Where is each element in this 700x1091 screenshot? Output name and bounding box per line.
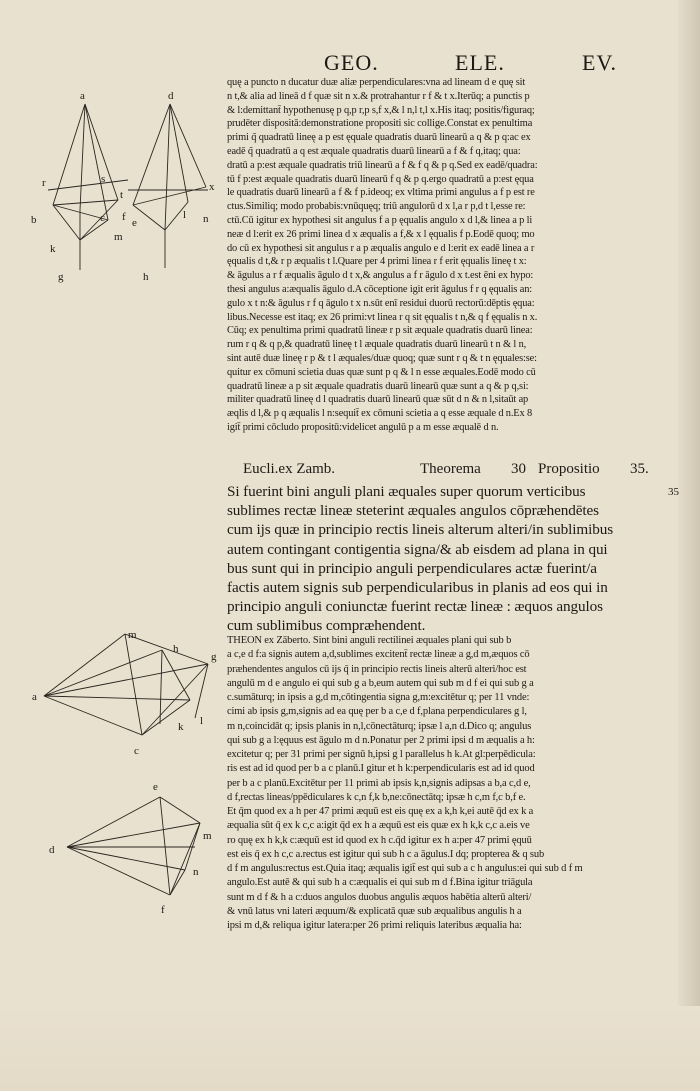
text-line: Cūq; ex penultima primi quadratū lineæ r p sit æquale quadratis duarū linea: — [227, 325, 533, 337]
fig1-label-m: m — [114, 231, 123, 243]
fig3-label-n: n — [193, 866, 199, 878]
text-line: d f m angulus:rectus est.Quia itaq; æqualis igit̄ est qui sub a c h angulus:ei qui sub d f m — [227, 863, 583, 874]
enunciation-line: principio anguli coniunctæ fuerint rectæ lineæ : æquos angulos — [227, 598, 603, 616]
fig2-label-c: c — [134, 745, 139, 757]
text-line: ęqualis d t,& r p æqualis t l.Quare per 4 primi linea r f erit ęqualis lineę t x: — [227, 256, 527, 268]
heading-source: Eucli.ex Zamb. — [243, 461, 336, 477]
text-line: THEON ex Zāberto. Sint bini anguli rectilinei æquales plani qui sub b — [227, 635, 512, 646]
fig1-label-d: d — [168, 90, 174, 102]
text-line: igit̄ primi cōcludo propositū:videlicet angulū p a m esse æqualē d n. — [227, 421, 499, 433]
text-line: d f,rectas lineas/ppēdiculares k c,n f,k b,ne:cōnectātq; ipsæ h c,m f,c b,f e. — [227, 791, 526, 803]
enunciation-line: Si fuerint bini anguli plani æquales super quorum verticibus — [227, 483, 586, 500]
text-line: eadē q̃ quadratū a q est æquale quadratis duarū linearū a f & f q,itaq; qua: — [227, 145, 521, 157]
text-line: quadratū lineæ a p sit æquale quadratis duarū linearū quæ sunt a q & p q,si: — [227, 380, 529, 392]
fig2-label-g: g — [211, 651, 217, 663]
text-line: ro quę ex h k,k c:æquū est id quod ex h c.q̄d igitur ex h a:per 47 primi ęquū — [227, 834, 532, 846]
heading-theorem-number: 30 — [511, 461, 526, 477]
enunciation-line: cum ijs quæ in principio rectis lineis alterum alteri/in sublimibus — [227, 521, 614, 539]
fig1-label-r: r — [42, 177, 46, 189]
text-line: prudēter dispositā:demonstratione propositi sic collige.Constat ex penultima — [227, 118, 533, 130]
text-line: cimi ab ipsis g,m,signis ad ea quę per b a c,e d f,plana perpendiculares g l, — [227, 706, 527, 718]
text-line: ris est ad id quod per b a c planū.I gitur et h k:perpendicularis est ad id quod — [227, 763, 535, 775]
fig1-label-t: t — [120, 189, 124, 201]
text-line: excitetur q; per 31 primi per signū h,ipsi g l parallelus h k.At gl:perpēdicula: — [227, 749, 536, 760]
text-line: & l:demittant̄ hypothenusę p q,p r,p s,f x,& l n,l t,l x.His itaq; positis/figuraq; — [227, 104, 535, 116]
running-head-right: EV. — [582, 50, 617, 75]
text-line: ctū.Cū igitur ex hypothesi sit angulus f a p ęqualis angulo x d l,& linea a p li — [227, 214, 533, 226]
heading-proposition: Propositio — [538, 461, 600, 477]
text-line: ctus.Similiq; modo probabis:vnūquęq; triū angulorū d x l,a r p,d t l,esse re: — [227, 201, 526, 213]
fig1-label-c: c — [100, 212, 105, 224]
text-line: thesi angulus a:æqualis āgulo d.A cōceptione igit erit āgulus f r q ęqualis an: — [227, 283, 532, 295]
proof-block-1 — [227, 76, 663, 435]
enunciation-line: factis autem signis sub perpendicularibus in planis ad eos qui in — [227, 578, 608, 596]
text-line: per b a c planū.Excitētur per 11 primi ab ipsis k,n,signis adipsas a b,a c,d e, — [227, 777, 531, 789]
text-line: gulo x t n:& āgulus r f q āgulo t x n.sūt enī residui duorū rectorū:dēptis ęqua: — [227, 297, 535, 309]
text-line: qui sub g a l:ęquus est āgulo m d n.Ponatur per 2 primi ipsi d m æqualis a h: — [227, 734, 535, 746]
enunciation-line: bus sunt qui in principio anguli perpendiculares actæ fuerint/a — [227, 559, 597, 577]
figure-solid-angle-d — [45, 775, 220, 920]
text-line: est eis q̄ ex h c,c a.rectus est igitur qui sub h c a āgulus.I dq; propterea & q sub — [227, 848, 545, 860]
fig1-label-s: s — [101, 173, 106, 185]
text-line: tū f p:est æquale quadratis duarū linearū f q & p q.ergo quadratū a p:est ęqua — [227, 173, 534, 185]
proof-block-2 — [227, 634, 667, 933]
text-line: quę a puncto n ducatur duæ aliæ perpendiculares:vna ad lineam d e quę sit — [227, 77, 526, 88]
fig1-label-h: h — [143, 271, 149, 283]
fig1-label-g: g — [58, 271, 64, 283]
fig3-label-e: e — [153, 781, 158, 793]
fig1-label-f: f — [122, 211, 126, 223]
text-line: militer quadratū lineę d l quadratis duarū linearū quæ sūt d n & n l,sitaūt ap — [227, 394, 529, 406]
fig1-label-e: e — [132, 217, 137, 229]
fig2-label-m: m — [128, 629, 137, 641]
text-line: ipsi m d,& reliqua igitur latera:per 26 primi reliquis lateribus æqualia ha: — [227, 920, 522, 931]
fig2-label-a: a — [32, 691, 37, 703]
page-edge — [678, 0, 700, 1091]
text-line: a c,e d f:a signis autem a,d,sublimes excitent̄ rectæ lineæ a g,d m,æquos cō — [227, 649, 530, 661]
text-line: m n,coincidāt q; ipsis planis in n,l,cōnectāturq; ipsæ l a,n d.Dico q; angulus — [227, 720, 532, 732]
heading-theorem: Theorema — [420, 461, 481, 477]
running-head-left: GEO. — [324, 50, 379, 75]
text-line: angulo.Est autē & qui sub h a c:æqualis ei qui sub m d f.Bina igitur triāgula — [227, 877, 533, 889]
enunciation-line: autem contingant contigentia signa/& ab eisdem ad plana in qui — [227, 540, 608, 558]
fig3-label-d: d — [49, 844, 55, 856]
text-line: & vnū latus vni lateri æquum/& explicatā quæ sub æqualibus angulis h a — [227, 905, 522, 917]
text-line: n t,& alia ad lineā d f quæ sit n x.& protrahantur r f & t x.Iterūq; a punctis p — [227, 90, 530, 102]
enunciation-line: cum sublimibus compræhendent. — [227, 617, 426, 635]
figure-pyramids — [28, 90, 228, 290]
fig1-label-k: k — [50, 243, 56, 255]
heading-proposition-number: 35. — [630, 461, 649, 477]
fig3-label-f: f — [161, 904, 165, 916]
text-line: rum r q & q p,& quadratū lineę t l æquale quadratis duarū linearū t n & l n, — [227, 339, 527, 351]
fig1-label-x: x — [209, 181, 215, 193]
text-line: Et q̄m quod ex a h per 47 primi æquū est eis quę ex a k,h k,ei autē q̄d ex k a — [227, 806, 534, 817]
text-line: præhendentes angulos cū ijs q̄ in principio rectis lineis alterū alteri/hoc est — [227, 663, 527, 675]
text-line: dratū a p:est æquale quadratis triū linearū a f & f q & p q.Sed ex eadē/quadra: — [227, 159, 538, 171]
fig2-label-k: k — [178, 721, 184, 733]
enunciation — [227, 482, 667, 636]
text-line: c.sumāturq; in ipsis a g,d m,cōtingentia signa g,m:excitētur q; per 11 vnde: — [227, 692, 530, 703]
text-line: sint autē duæ lineę r p & t l æquales/duæ quoq; quæ sunt r q & t n ęquales:se: — [227, 352, 537, 364]
fig1-label-a: a — [80, 90, 85, 102]
text-line: quitur ex cōmuni scietia duas quæ sunt p q & l n esse æquales.Eodē modo cū — [227, 366, 536, 378]
figure-solid-angle-a — [30, 620, 225, 765]
fig1-label-n: n — [203, 213, 209, 225]
text-line: æqualia sūt q̄ ex k c,c a:igit q̄d ex h a æquū est eis quæ ex h k,k c,c a.eis ve — [227, 820, 530, 832]
page-bottom-margin — [0, 1006, 700, 1091]
proposition-heading — [243, 461, 663, 481]
fig1-label-l: l — [183, 209, 187, 221]
text-line: libus.Necesse est itaq; ex 26 primi:vt linea r q sit ęqualis t n,& q f ęqualis n x. — [227, 311, 538, 323]
fig2-label-h: h — [173, 643, 179, 655]
fig1-label-b: b — [31, 214, 37, 226]
text-line: le quadratis duarū linearū a f & f p.ideoq; ex vltima primi angulus a f p est re — [227, 187, 535, 199]
text-line: do cū ex hypothesi sit angulus r a p æqualis angulo e d l:erit ex eadē linea a r — [227, 242, 535, 254]
text-line: neæ d l:erit ex 26 primi linea d x æqualis a f,& x l ęqualis f p.Eodē quoq; mo — [227, 228, 535, 240]
text-line: & āgulus a r f æqualis āgulo d t x,& angulus a f r āgulo d x t.est ēni ex hypo: — [227, 270, 534, 282]
text-line: æqlis d l,& p q æqualis l n:sequit̄ ex cōmuni scietia a q esse æquale d n.Ex 8 — [227, 408, 533, 420]
fig3-label-m: m — [203, 830, 212, 842]
text-line: primi q̃ quadratū lineę a p est ęquale quadratis duarū linearū a q & p q:ac ex — [227, 132, 531, 144]
running-head-center: ELE. — [455, 50, 505, 75]
text-line: sunt m d f & h a c:duos angulos duobus angulis æquos habētia alterū alteri/ — [227, 891, 532, 903]
text-line: angulū m d e angulo ei qui sub g a b,eum autem qui sub m d f ei qui sub g a — [227, 677, 534, 689]
enunciation-line: sublimes rectæ lineæ steterint æquales angulos cōpræhendētes — [227, 502, 599, 520]
margin-number: 35 — [668, 486, 679, 498]
fig2-label-l: l — [200, 715, 204, 727]
